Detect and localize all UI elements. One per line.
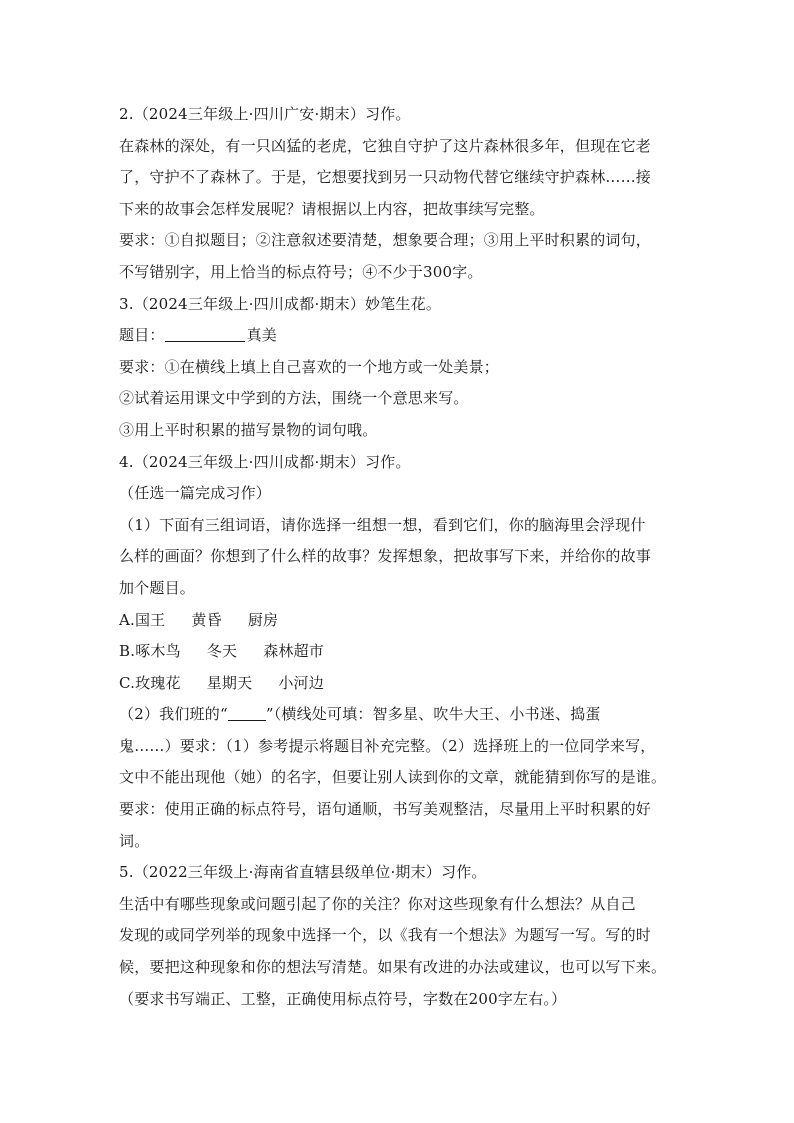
text-line: 要求：使用正确的标点符号，语句通顺，书写美观整洁，尽量用上平时积累的好	[119, 800, 652, 819]
question-3-requirement	[119, 383, 679, 415]
word-item: 冬天	[206, 642, 238, 661]
word-item: 黄昏	[191, 610, 222, 629]
word-item: 星期天	[206, 673, 253, 692]
question-2-text-line	[119, 162, 679, 194]
text-line: 生活中有哪些现象或问题引起了你的关注？你对这些现象有什么想法？从自己	[119, 894, 636, 913]
word-item: 小河边	[278, 673, 324, 692]
question-5-requirement	[119, 984, 679, 1016]
word-group-b	[119, 636, 679, 668]
word-item: A.国王	[119, 610, 166, 629]
title-suffix: 真美	[246, 326, 278, 345]
text-line: 在森林的深处，有一只凶猛的老虎，它独自守护了这片森林很多年，但现在它老	[119, 136, 652, 155]
text-line: （要求书写端正、工整，正确使用标点符号，字数在200字左右。）	[119, 989, 567, 1008]
question-4-part-2	[119, 699, 679, 731]
text-line: 候，要把这种现象和你的想法写清楚。如果有改进的办法或建议，也可以写下来。	[119, 958, 667, 977]
text-line: 加个题目。	[119, 578, 196, 597]
text-line: 鬼……）要求：（1）参考提示将题目补充完整。（2）选择班上的一位同学来写，	[119, 736, 656, 755]
fill-in-blank[interactable]	[228, 704, 266, 721]
question-3-requirement	[119, 415, 679, 447]
question-5-text-line	[119, 952, 679, 984]
text-line: 文中不能出现他（她）的名字，但要让别人读到你的文章，就能猜到你写的是谁。	[119, 768, 667, 787]
word-group-c	[119, 668, 679, 700]
question-5-text-line	[119, 920, 679, 952]
text-line: 5.（2022三年级上·海南省直辖县级单位·期末）习作。	[119, 863, 487, 882]
fill-in-blank[interactable]	[165, 325, 245, 342]
question-4-heading	[119, 447, 679, 479]
question-3-title-line	[119, 320, 679, 352]
question-2-heading	[119, 99, 679, 131]
word-item: 森林超市	[263, 642, 325, 661]
word-item: B.啄木鸟	[119, 642, 181, 661]
text-line: 要求：①在横线上填上自己喜欢的一个地方或一处美景；	[119, 357, 500, 376]
question-2-requirement	[119, 257, 679, 289]
text-line: （任选一篇完成习作）	[119, 484, 272, 503]
word-item: C.玫瑰花	[119, 673, 181, 692]
text-line: （2）我们班的“	[119, 705, 228, 724]
text-line: （1）下面有三组词语，请你选择一组想一想，看到它们，你的脑海里会浮现什	[119, 515, 646, 534]
question-4-instruction	[119, 478, 679, 510]
text-line: 4.（2024三年级上·四川成都·期末）习作。	[119, 452, 411, 471]
text-line: 不写错别字，用上恰当的标点符号；④不少于300字。	[119, 262, 483, 281]
word-item: 厨房	[247, 610, 279, 629]
text-line: 要求：①自拟题目；②注意叙述要清楚，想象要合理；③用上平时积累的词句，	[119, 231, 652, 250]
text-line: 3.（2024三年级上·四川成都·期末）妙笔生花。	[119, 294, 442, 313]
question-4-requirement	[119, 826, 679, 858]
question-5-heading	[119, 857, 679, 889]
question-5-text-line	[119, 889, 679, 921]
question-2-requirement	[119, 225, 679, 257]
question-2-text-line	[119, 194, 679, 226]
text-line: 么样的画面？你想到了什么样的故事？发挥想象，把故事写下来，并给你的故事	[119, 547, 652, 566]
question-4-text-line	[119, 541, 679, 573]
document-body	[119, 99, 679, 1015]
question-4-text-line	[119, 762, 679, 794]
text-line: 发现的或同学列举的现象中选择一个，以《我有一个想法》为题写一写。写的时	[119, 926, 652, 945]
question-4-requirement	[119, 794, 679, 826]
text-line: 2.（2024三年级上·四川广安·期末）习作。	[119, 105, 411, 123]
word-group-a	[119, 605, 679, 637]
question-3-heading	[119, 289, 679, 321]
text-line: 了，守护不了森林了。于是，它想要找到另一只动物代替它继续守护森林……接	[119, 168, 652, 187]
question-2-text-line	[119, 131, 679, 163]
text-line: 下来的故事会怎样发展呢？请根据以上内容，把故事续写完整。	[119, 199, 545, 218]
text-line: ③用上平时积累的描写景物的词句哦。	[119, 420, 378, 439]
question-4-text-line	[119, 510, 679, 542]
text-line: ”（横线处可填：智多星、吹牛大王、小书迷、捣蛋	[265, 705, 601, 724]
title-label: 题目：	[119, 326, 165, 345]
text-line: 词。	[119, 831, 150, 850]
question-3-requirement	[119, 352, 679, 384]
question-4-text-line	[119, 731, 679, 763]
text-line: ②试着运用课文中学到的方法，围绕一个意思来写。	[119, 389, 469, 408]
question-4-text-line	[119, 573, 679, 605]
